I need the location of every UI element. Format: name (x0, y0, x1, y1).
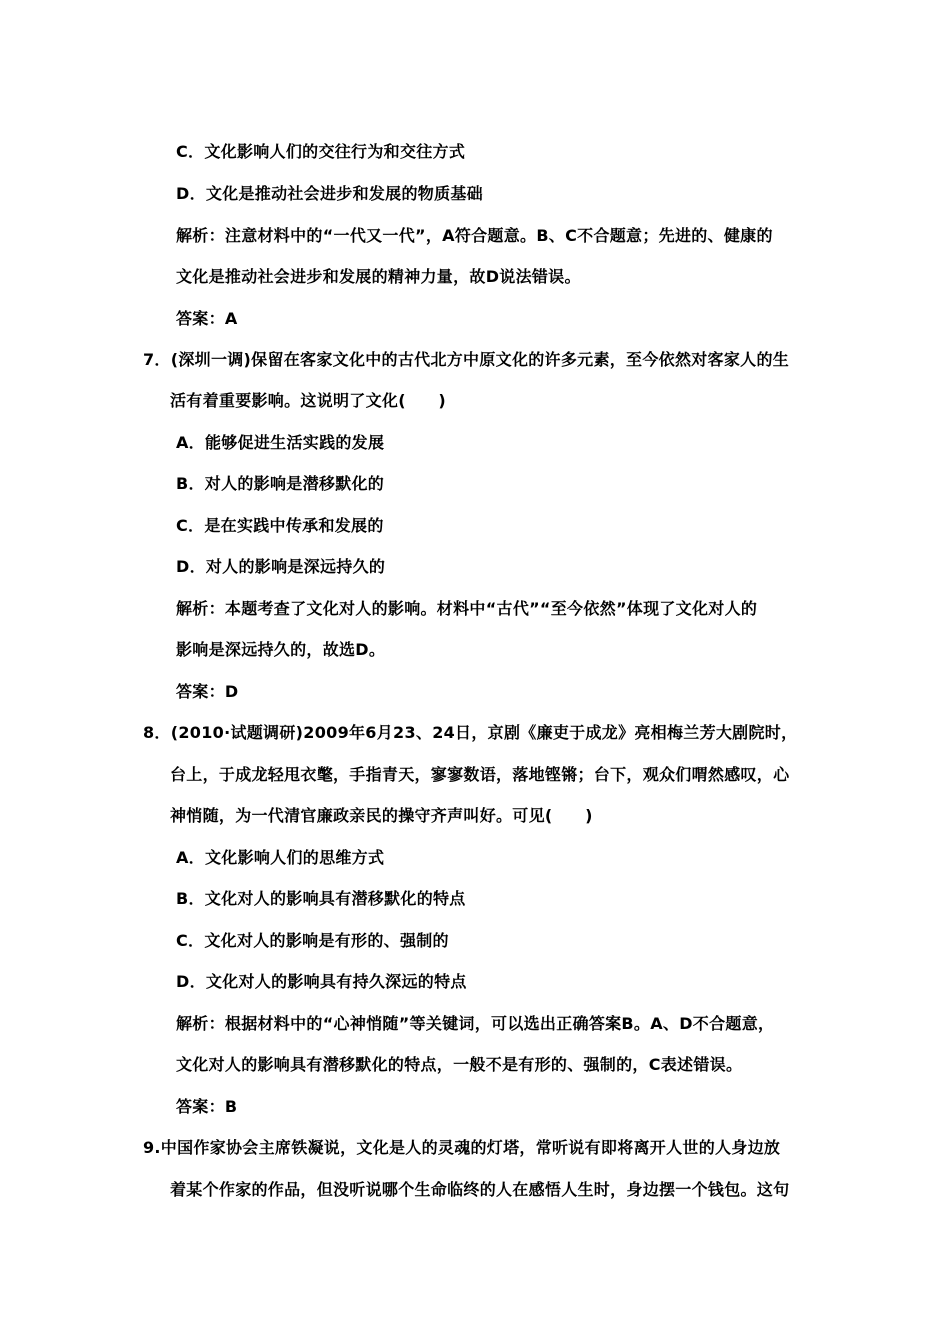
q8-stem-line3: 神悄随，为一代清官廉政亲民的操守齐声叫好。可见( ) (170, 806, 593, 825)
q6-option-c: C．文化影响人们的交往行为和交往方式 (176, 142, 466, 161)
q7-option-b: B．对人的影响是潜移默化的 (176, 474, 385, 493)
q7-analysis-line2: 影响是深远持久的，故选D。 (176, 640, 386, 659)
q7-option-d: D．对人的影响是深远持久的 (176, 557, 386, 576)
q7-option-a: A．能够促进生活实践的发展 (176, 433, 385, 452)
q8-option-a: A．文化影响人们的思维方式 (176, 848, 385, 867)
q8-answer: 答案：B (176, 1097, 238, 1116)
q6-option-d: D．文化是推动社会进步和发展的物质基础 (176, 184, 483, 203)
q8-analysis-line2: 文化对人的影响具有潜移默化的特点，一般不是有形的、强制的，C表述错误。 (176, 1055, 743, 1074)
q8-option-b: B．文化对人的影响具有潜移默化的特点 (176, 889, 466, 908)
q7-stem-line2: 活有着重要影响。这说明了文化( ) (170, 391, 447, 410)
q8-analysis-line1: 解析：根据材料中的“心神悄随”等关键词，可以选出正确答案B。A、D不合题意， (176, 1014, 775, 1033)
q7-stem-line1: 7．(深圳一调)保留在客家文化中的古代北方中原文化的许多元素，至今依然对客家人的生 (143, 350, 790, 369)
q6-answer: 答案：A (176, 309, 238, 328)
q8-stem-line1: 8．(2010·试题调研)2009年6月23、24日，京剧《廉吏于成龙》亮相梅兰芳大剧院时， (143, 723, 798, 742)
q8-stem-line2: 台上，于成龙轻甩衣氅，手指青天，寥寥数语，落地铿锵；台下，观众们喟然感叹，心 (170, 765, 790, 784)
q8-option-d: D．文化对人的影响具有持久深远的特点 (176, 972, 467, 991)
q9-stem-line2: 着某个作家的作品，但没听说哪个生命临终的人在感悟人生时，身边摆一个钱包。这句 (170, 1180, 790, 1199)
q6-analysis-line2: 文化是推动社会进步和发展的精神力量，故D说法错误。 (176, 267, 581, 286)
q9-stem-line1: 9.中国作家协会主席铁凝说，文化是人的灵魂的灯塔，常听说有即将离开人世的人身边放 (143, 1138, 781, 1157)
q7-answer: 答案：D (176, 682, 239, 701)
q6-analysis-line1: 解析：注意材料中的“一代又一代”，A符合题意。B、C不合题意；先进的、健康的 (176, 226, 773, 245)
q8-option-c: C．文化对人的影响是有形的、强制的 (176, 931, 449, 950)
q7-option-c: C．是在实践中传承和发展的 (176, 516, 384, 535)
q7-analysis-line1: 解析：本题考查了文化对人的影响。材料中“古代”“至今依然”体现了文化对人的 (176, 599, 758, 618)
